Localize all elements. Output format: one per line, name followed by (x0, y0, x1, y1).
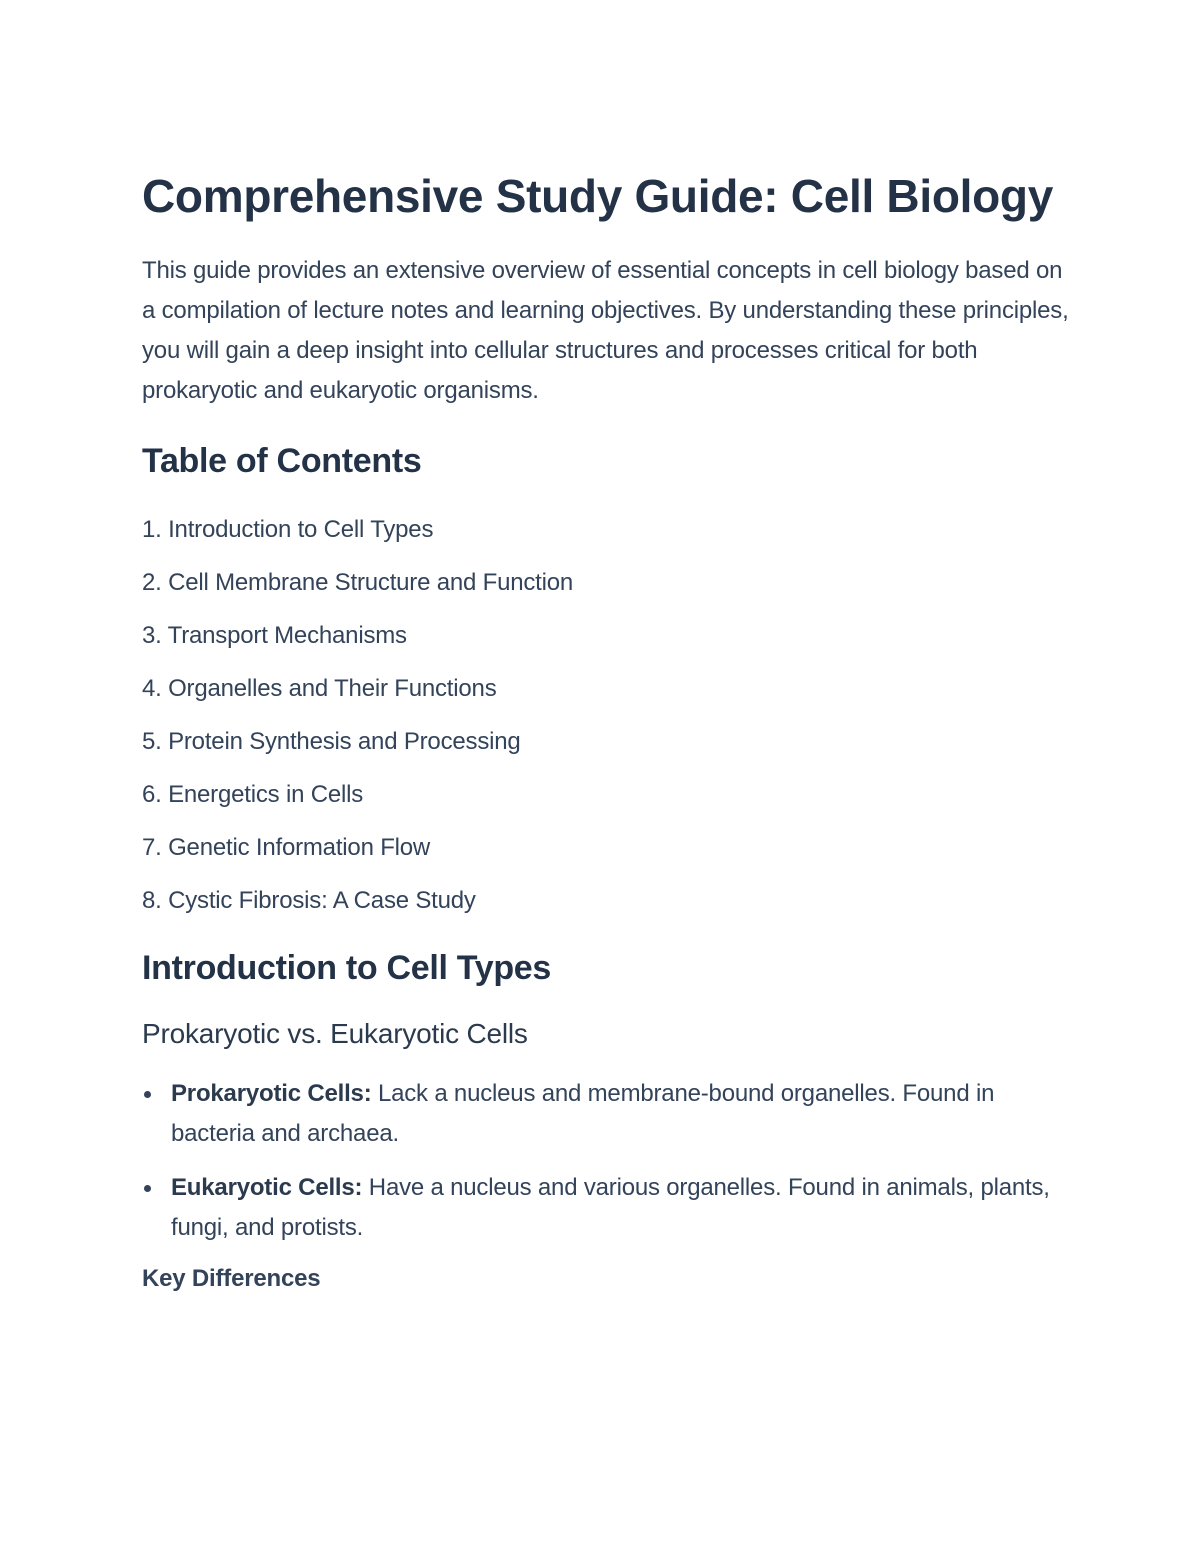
document-title: Comprehensive Study Guide: Cell Biology (142, 170, 1053, 222)
toc-item-8: 8. Cystic Fibrosis: A Case Study (142, 887, 476, 914)
toc-item-7: 7. Genetic Information Flow (142, 834, 431, 861)
toc-heading: Table of Contents (142, 442, 422, 480)
list-item-eukaryotic (142, 1168, 1072, 1248)
toc-item-3: 3. Transport Mechanisms (142, 622, 407, 649)
list-item-prokaryotic (142, 1074, 1072, 1154)
toc-item-5: 5. Protein Synthesis and Processing (142, 728, 521, 755)
table-of-contents (142, 513, 1072, 918)
section-heading-cell-types: Introduction to Cell Types (142, 949, 552, 987)
toc-item-1: 1. Introduction to Cell Types (142, 516, 434, 543)
bullet-icon (144, 1091, 151, 1098)
description-prokaryotic: Lack a nucleus and membrane-bound organelles. Found in bacteria and archaea. (171, 1080, 995, 1147)
term-prokaryotic: Prokaryotic Cells: (171, 1080, 372, 1107)
bullet-icon (144, 1185, 151, 1192)
description-eukaryotic: Have a nucleus and various organelles. Found in animals, plants, fungi, and protists. (171, 1174, 1050, 1241)
document-page (142, 165, 1072, 1296)
cell-type-list (142, 1074, 1072, 1248)
subheading-key-differences: Key Differences (142, 1265, 321, 1292)
term-eukaryotic: Eukaryotic Cells: (171, 1174, 363, 1201)
subheading-prokaryotic-vs-eukaryotic: Prokaryotic vs. Eukaryotic Cells (142, 1018, 528, 1049)
intro-paragraph: This guide provides an extensive overview of essential concepts in cell biology based on a compilation of lecture notes and learning objectives. By understanding these principles, you will gain a deep insight into cellular structures and processes critical for both prokaryotic and eukaryotic organisms. (142, 257, 1069, 404)
toc-item-2: 2. Cell Membrane Structure and Function (142, 569, 574, 596)
toc-item-6: 6. Energetics in Cells (142, 781, 364, 808)
toc-item-4: 4. Organelles and Their Functions (142, 675, 497, 702)
